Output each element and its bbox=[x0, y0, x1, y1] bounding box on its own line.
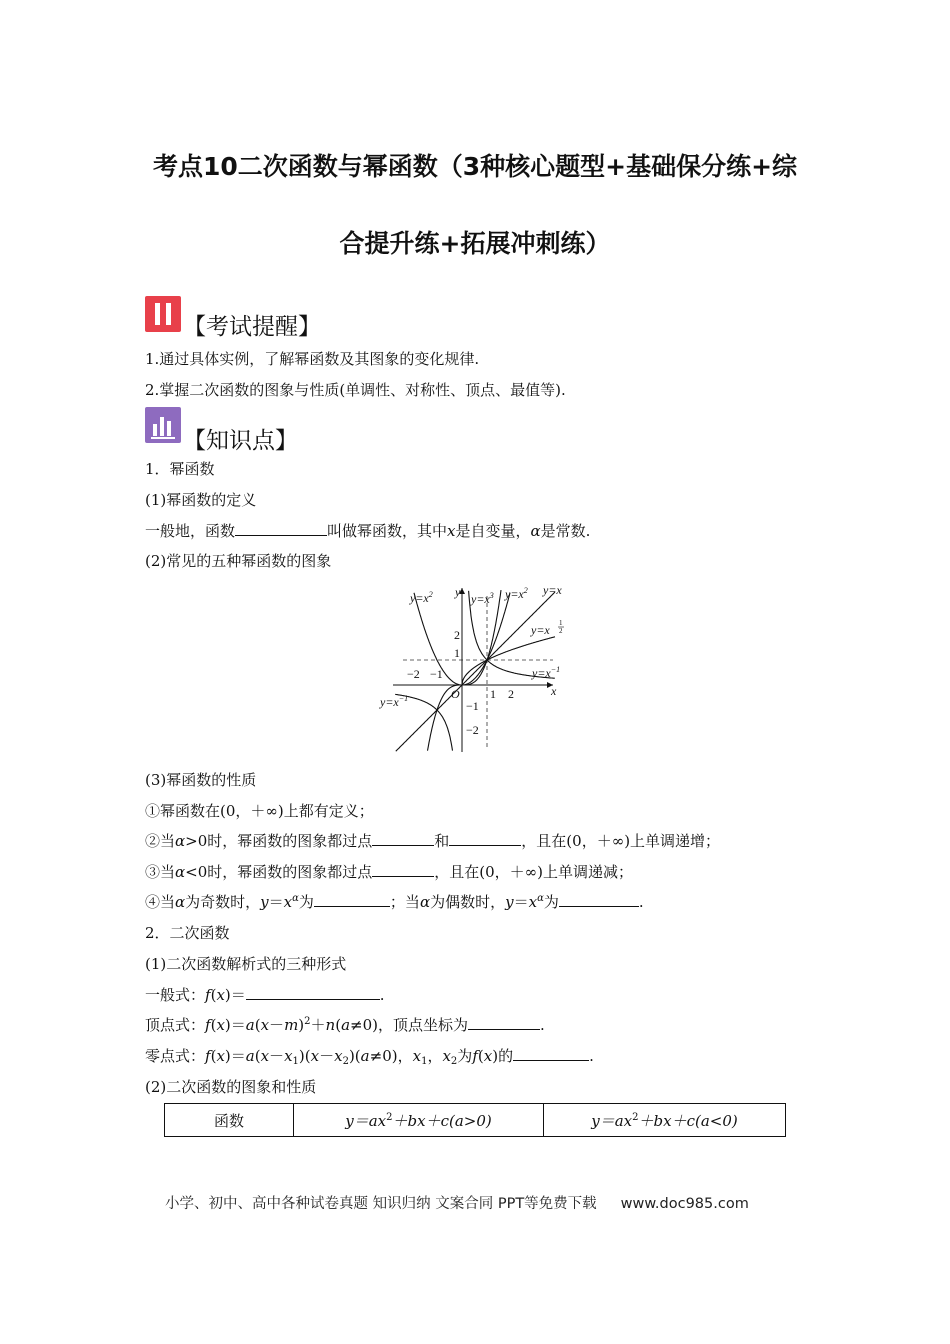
answer-blank[interactable] bbox=[372, 861, 434, 877]
label-y-inv-left: $y=x^{-1}$ bbox=[380, 694, 409, 709]
tip-item-2: 2.掌握二次函数的图象与性质(单调性、对称性、顶点、最值等). bbox=[145, 381, 566, 399]
tick-x-2: 2 bbox=[508, 687, 514, 701]
property-4: ④当α为奇数时，$y=x^\alpha$为 ；当α为偶数时，$y=x^\alpha$为 . bbox=[145, 893, 644, 911]
label-x-axis: x bbox=[551, 684, 557, 698]
tick-x-m2: −2 bbox=[407, 667, 420, 681]
label-y-axis: y bbox=[455, 585, 461, 599]
form-vertex: 顶点式：$f(x)=a(x-m)^2+n(a\ne 0)$，顶点坐标为 . bbox=[145, 1016, 545, 1034]
table-header-a-negative: $y=ax^2+bx+c(a<0)$ bbox=[544, 1104, 786, 1137]
answer-blank[interactable] bbox=[468, 1014, 540, 1030]
label-y-sqrt-num: 1 bbox=[559, 619, 563, 627]
answer-blank[interactable] bbox=[449, 830, 521, 846]
quadratic-properties-table bbox=[164, 1103, 786, 1137]
tip-item-1: 1.通过具体实例，了解幂函数及其图象的变化规律. bbox=[145, 350, 480, 368]
label-y-inv-right: $y=x^{-1}$ bbox=[532, 665, 561, 680]
footer-site-link[interactable]: www.doc985.com bbox=[620, 1196, 749, 1212]
knowledge-heading-quadratic: 2．二次函数 bbox=[145, 924, 230, 942]
table-header-a-positive: $y=ax^2+bx+c(a>0)$ bbox=[294, 1104, 544, 1137]
power-function-graph bbox=[375, 582, 575, 754]
knowledge-sub-five-graphs: (2)常见的五种幂函数的图象 bbox=[145, 552, 332, 570]
tick-y-m2: −2 bbox=[466, 723, 479, 737]
label-y-x2-left: $y=x^2$ bbox=[410, 590, 433, 605]
bar-chart-icon bbox=[145, 407, 181, 443]
property-3: ③当α<0时，幂函数的图象都过点 ，且在(0，＋∞)上单调递减； bbox=[145, 863, 634, 881]
form-zero-point: 零点式：$f(x)=a(x-x_1)(x-x_2)(a\ne 0)$，$x_1$，$x_2$为f(x)的 . bbox=[145, 1047, 594, 1067]
page-footer bbox=[165, 1192, 749, 1213]
table-row bbox=[165, 1104, 786, 1137]
label-y-sqrt: y=x bbox=[531, 623, 550, 637]
tick-x-m1: −1 bbox=[430, 667, 443, 681]
knowledge-sub-definition: (1)幂函数的定义 bbox=[145, 491, 257, 509]
answer-blank[interactable] bbox=[513, 1045, 589, 1061]
section-heading-exam-tips: 【考试提醒】 bbox=[183, 314, 321, 340]
knowledge-sub-graph-properties: (2)二次函数的图象和性质 bbox=[145, 1078, 317, 1096]
document-title-line-1: 考点10二次函数与幂函数（3种核心题型+基础保分练+综 bbox=[152, 152, 798, 181]
answer-blank[interactable] bbox=[372, 830, 434, 846]
label-y-x: y=x bbox=[543, 583, 562, 597]
definition-sentence: 一般地，函数 叫做幂函数，其中x是自变量，α是常数. bbox=[145, 522, 591, 540]
property-1: ①幂函数在(0，＋∞)上都有定义； bbox=[145, 802, 374, 820]
knowledge-heading-power-function: 1．幂函数 bbox=[145, 460, 215, 478]
knowledge-sub-properties: (3)幂函数的性质 bbox=[145, 771, 257, 789]
answer-blank[interactable] bbox=[246, 984, 380, 1000]
property-2: ②当α>0时，幂函数的图象都过点 和 ，且在(0，＋∞)上单调递增； bbox=[145, 832, 721, 850]
answer-blank[interactable] bbox=[559, 891, 639, 907]
tick-y-2: 2 bbox=[454, 628, 460, 642]
document-title-line-2: 合提升练+拓展冲刺练） bbox=[339, 229, 611, 258]
form-general: 一般式：f(x)＝ . bbox=[145, 986, 385, 1004]
answer-blank[interactable] bbox=[314, 891, 390, 907]
section-heading-knowledge: 【知识点】 bbox=[183, 428, 298, 454]
answer-blank[interactable] bbox=[235, 520, 327, 536]
label-y-x2-right: $y=x^2$ bbox=[505, 586, 528, 601]
table-header-function: 函数 bbox=[165, 1104, 294, 1137]
label-y-sqrt-den: 2 bbox=[559, 627, 563, 635]
tick-y-m1: −1 bbox=[466, 699, 479, 713]
label-y-x3: $y=x^3$ bbox=[471, 591, 494, 606]
tick-y-1: 1 bbox=[454, 646, 460, 660]
label-origin: O bbox=[451, 687, 460, 701]
footer-text: 小学、初中、高中各种试卷真题 知识归纳 文案合同 PPT等免费下载 bbox=[165, 1196, 597, 1212]
pause-bars-icon bbox=[145, 296, 181, 332]
knowledge-sub-three-forms: (1)二次函数解析式的三种形式 bbox=[145, 955, 347, 973]
tick-x-1: 1 bbox=[490, 687, 496, 701]
